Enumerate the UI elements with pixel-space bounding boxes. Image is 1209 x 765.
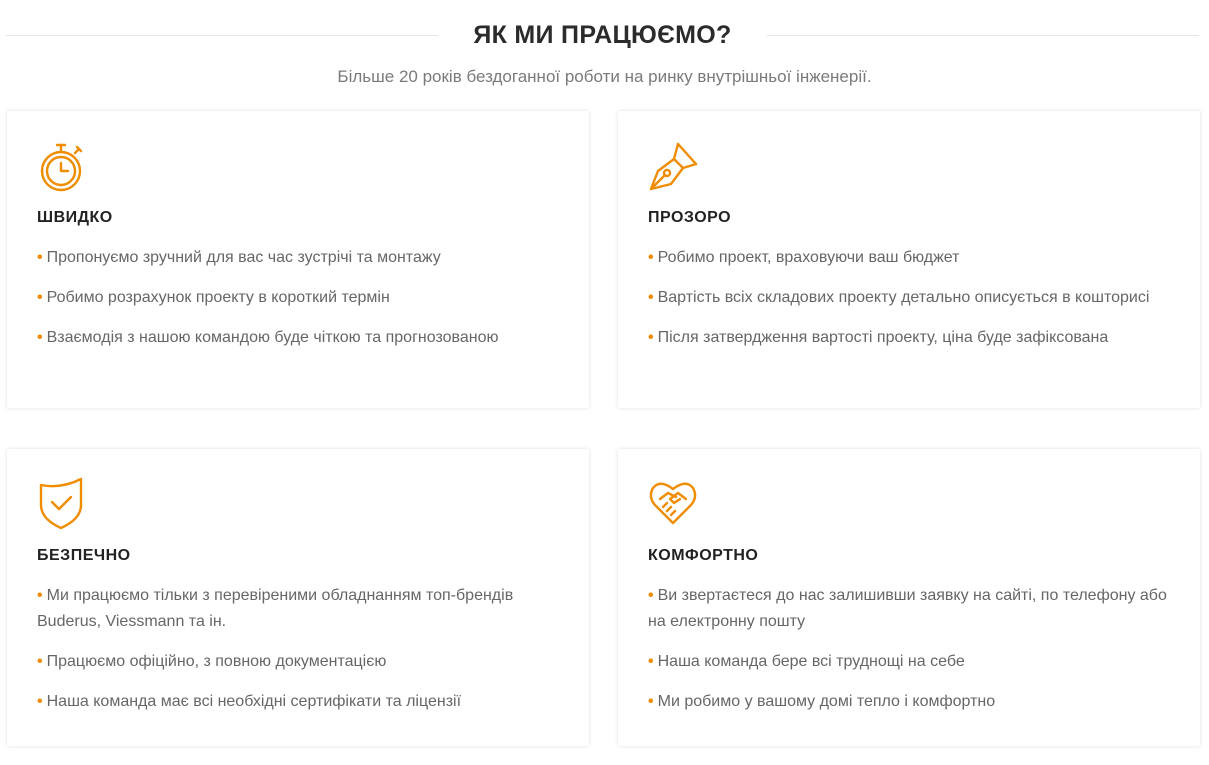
list-item: • Після затвердження вартості проекту, ціна буде зафіксована — [648, 329, 1109, 346]
list-item: • Працюємо офіційно, з повною документацією — [37, 653, 387, 670]
bullet-icon: • — [37, 329, 43, 346]
feature-list — [648, 245, 1170, 351]
bullet-icon: • — [37, 653, 43, 670]
list-item: • Наша команда бере всі труднощі на себе — [648, 653, 965, 670]
bullet-icon: • — [37, 249, 43, 266]
section-subtitle: Більше 20 років бездоганної роботи на ринку внутрішньої інженерії. — [337, 67, 872, 86]
feature-card-transparent — [618, 111, 1200, 408]
stopwatch-icon — [37, 139, 87, 193]
bullet-icon: • — [37, 289, 43, 306]
card-title: ШВИДКО — [37, 209, 113, 226]
bullet-icon: • — [648, 653, 654, 670]
feature-list — [37, 245, 559, 351]
feature-card-fast — [7, 111, 589, 408]
feature-list — [648, 583, 1170, 715]
heart-handshake-icon — [648, 477, 698, 531]
feature-card-safe — [7, 449, 589, 746]
list-item: • Вартість всіх складових проекту детально описується в кошторисі — [648, 289, 1150, 306]
card-title: КОМФОРТНО — [648, 547, 759, 564]
pen-nib-icon — [648, 139, 698, 193]
section-title: ЯК МИ ПРАЦЮЄМО? — [473, 21, 732, 49]
title-divider-right — [767, 35, 1199, 36]
card-title: БЕЗПЕЧНО — [37, 547, 131, 564]
list-item: • Взаємодія з нашою командою буде чіткою та прогнозованою — [37, 329, 499, 346]
bullet-icon: • — [648, 249, 654, 266]
feature-card-comfort — [618, 449, 1200, 746]
bullet-icon: • — [648, 693, 654, 710]
title-divider-left — [6, 35, 438, 36]
feature-list — [37, 583, 559, 715]
list-item: • Ми робимо у вашому домі тепло і комфортно — [648, 693, 996, 710]
bullet-icon: • — [648, 587, 654, 604]
bullet-icon: • — [37, 693, 43, 710]
card-title: ПРОЗОРО — [648, 209, 732, 226]
list-item: • Пропонуємо зручний для вас час зустрічі та монтажу — [37, 249, 441, 266]
bullet-icon: • — [648, 329, 654, 346]
list-item: • Наша команда має всі необхідні сертифікати та ліцензії — [37, 693, 462, 710]
list-item: • Ми працюємо тільки з перевіреними обладнанням топ-брендів Buderus, Viessmann та ін. — [37, 587, 514, 630]
shield-check-icon — [37, 477, 87, 531]
list-item: • Робимо проект, враховуючи ваш бюджет — [648, 249, 960, 266]
bullet-icon: • — [37, 587, 43, 604]
bullet-icon: • — [648, 289, 654, 306]
section-header — [0, 0, 1209, 100]
list-item: • Ви звертаєтеся до нас залишивши заявку на сайті, по телефону або на електронну пошту — [648, 587, 1167, 630]
list-item: • Робимо розрахунок проекту в короткий термін — [37, 289, 390, 306]
